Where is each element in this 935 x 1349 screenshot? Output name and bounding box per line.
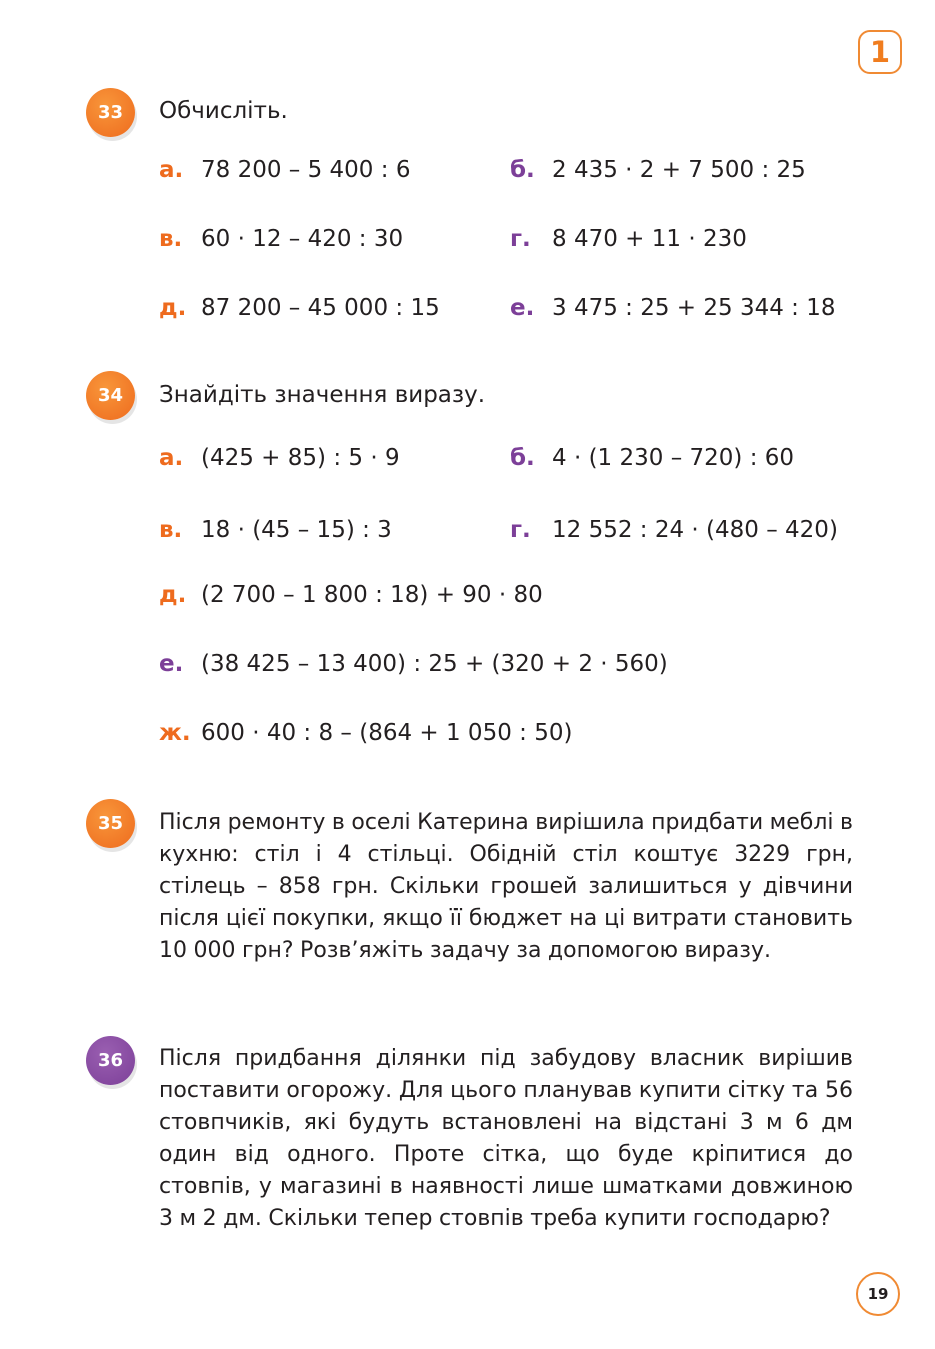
- task-34-title: Знайдіть значення виразу.: [159, 382, 486, 408]
- item-letter: г.: [510, 226, 531, 252]
- task-34-number-badge: 34: [86, 371, 135, 420]
- task-33-title: Обчисліть.: [159, 98, 288, 124]
- item-expression: 78 200 – 5 400 : 6: [201, 157, 411, 183]
- item-expression: (425 + 85) : 5 · 9: [201, 445, 400, 471]
- task-35-text: Після ремонту в оселі Катерина вирішила придбати меблі в кухню: стіл і 4 стільці. Обідній стіл коштує 3229 грн, стілець – 858 грн. Скільки грошей залишиться у дівчини після цієї покупки, якщо її бюджет на ці витрати становить 10 000 грн? Розв’яжіть задачу за допомогою виразу.: [159, 810, 853, 963]
- task-35-number-badge: 35: [86, 799, 135, 848]
- task-34-item-zh: [159, 719, 572, 747]
- task-36-text: Після придбання ділянки під забудову власник вирішив поставити огорожу. Для цього планував купити сітку та 56 стовпчиків, які будуть встановлені на відстані 3 м 6 дм один від одного. Проте сітка, що буде кріпитися до стовпів, у магазині в наявності лише шматками довжиною 3 м 2 дм. Скільки тепер стовпів треба купити господарю?: [159, 1046, 853, 1231]
- item-expression: 2 435 · 2 + 7 500 : 25: [552, 157, 806, 183]
- item-letter: а.: [159, 157, 184, 183]
- task-34-item-e: [159, 650, 668, 678]
- task-36-number-badge: 36: [86, 1036, 135, 1085]
- task-33-item-b: [510, 156, 806, 184]
- page-number: 19: [856, 1272, 900, 1316]
- item-expression: 12 552 : 24 · (480 – 420): [552, 517, 838, 543]
- task-33-item-v: [159, 225, 403, 253]
- item-expression: 87 200 – 45 000 : 15: [201, 295, 440, 321]
- chapter-badge: 1: [858, 30, 902, 74]
- item-letter: б.: [510, 445, 535, 471]
- task-34-item-b: [510, 444, 794, 472]
- item-letter: в.: [159, 517, 183, 543]
- task-34-item-d: [159, 581, 543, 609]
- item-letter: ж.: [159, 720, 191, 746]
- task-33-item-a: [159, 156, 410, 184]
- item-expression: 18 · (45 – 15) : 3: [201, 517, 392, 543]
- task-33-item-h: [510, 225, 747, 253]
- item-letter: е.: [159, 651, 184, 677]
- item-letter: а.: [159, 445, 184, 471]
- task-34-item-a: [159, 444, 400, 472]
- item-expression: 600 · 40 : 8 – (864 + 1 050 : 50): [201, 720, 573, 746]
- task-33-number-badge: 33: [86, 88, 135, 137]
- item-letter: г.: [510, 517, 531, 543]
- task-33-item-e: [510, 294, 836, 322]
- task-34-item-h: [510, 516, 838, 544]
- item-expression: (38 425 – 13 400) : 25 + (320 + 2 · 560): [201, 651, 668, 677]
- item-letter: д.: [159, 295, 187, 321]
- item-expression: 4 · (1 230 – 720) : 60: [552, 445, 795, 471]
- task-34-item-v: [159, 516, 392, 544]
- item-letter: д.: [159, 582, 187, 608]
- task-33-item-d: [159, 294, 440, 322]
- item-expression: (2 700 – 1 800 : 18) + 90 · 80: [201, 582, 543, 608]
- item-expression: 60 · 12 – 420 : 30: [201, 226, 404, 252]
- item-expression: 8 470 + 11 · 230: [552, 226, 747, 252]
- item-letter: б.: [510, 157, 535, 183]
- item-letter: в.: [159, 226, 183, 252]
- item-letter: е.: [510, 295, 535, 321]
- item-expression: 3 475 : 25 + 25 344 : 18: [552, 295, 836, 321]
